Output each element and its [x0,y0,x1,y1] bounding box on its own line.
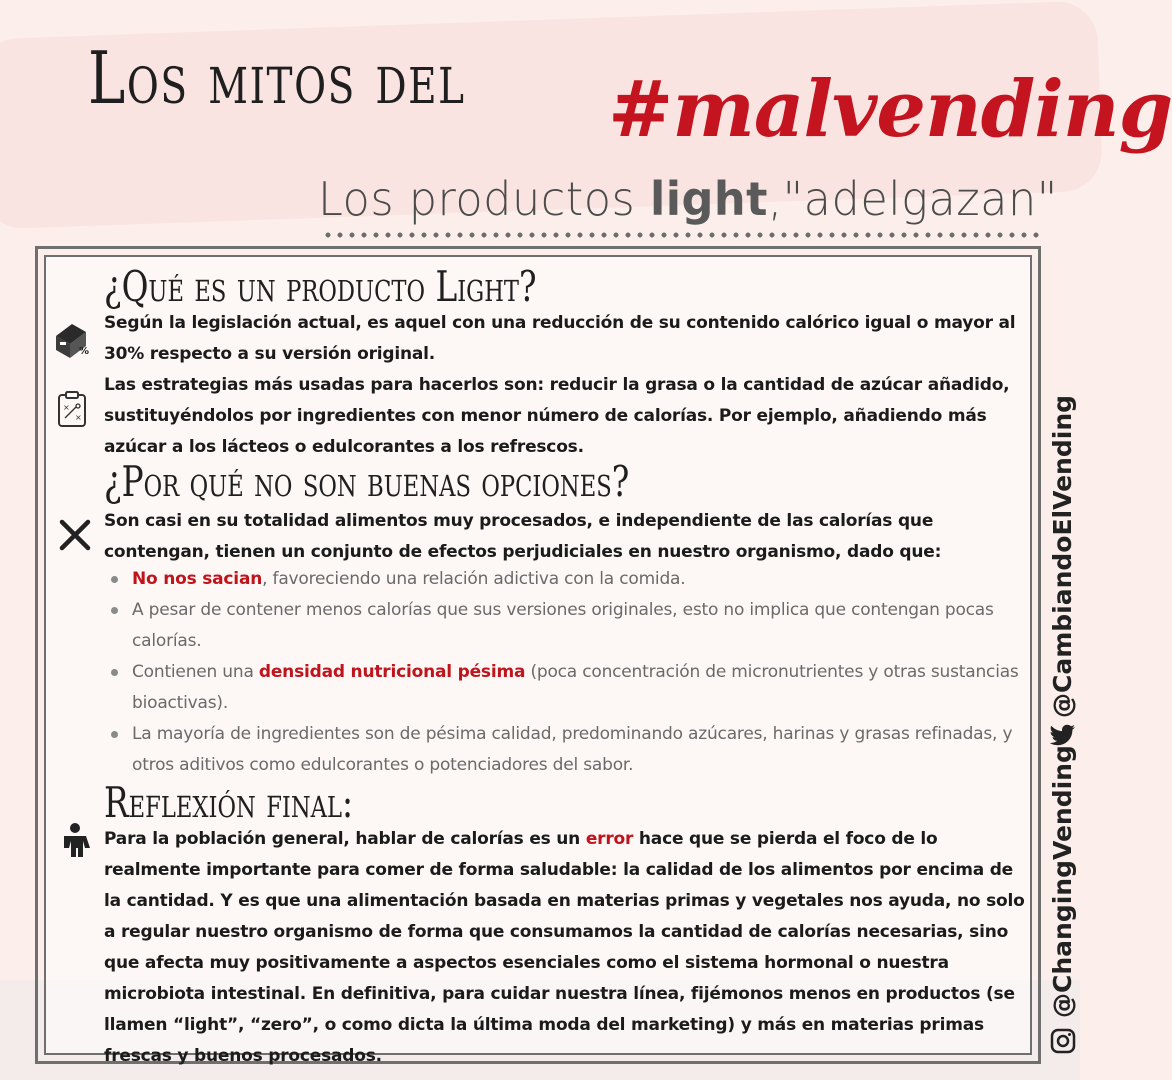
cake-percent-icon [52,318,92,362]
reflexion-text-pre: Para la población general, hablar de calorías es un [104,829,586,849]
title-main: Los mitos del [88,36,466,120]
section-title-que-es: ¿Qué es un producto Light? [104,262,537,311]
instagram-icon [1050,1028,1076,1054]
bullet-highlight-densidad: densidad nutricional pésima [258,662,526,682]
poster-title [88,36,1172,156]
social-handles [1044,394,1080,1060]
reflexion-paragraph [104,824,1029,1072]
subtitle-light-word: light [649,172,769,226]
twitter-handle: @CambiandoElVending [1048,394,1077,718]
bullet-text: A pesar de contener menos calorías que sus versiones originales, esto no implica que contengan pocas calorías. [132,600,994,651]
person-icon [58,822,92,858]
bullet-text: , favoreciendo una relación adictiva con la comida. [262,569,686,589]
bullet-highlight-no-sacian: No nos sacian [132,569,263,589]
por-que-intro: Son casi en su totalidad alimentos muy procesados, e independiente de las calorías que contengan, tienen un conjunto de efectos perjudiciales en nuestro organismo, dado que: [104,511,942,562]
x-mark-icon [58,518,92,552]
bullet-text: La mayoría de ingredientes son de pésima calidad, predominando azúcares, harinas y grasas refinadas, y otros aditivos como edulcorantes o potenciadores del sabor. [132,724,1013,775]
reflexion-text-post: hace que se pierda el foco de lo realmente importante para comer de forma saludable: la calidad de los alimentos por encima de la cantidad. Y es que una alimentación basada en materias primas y vegetales nos ayuda, no solo a regular nuestro organismo de forma que consumamos la cantidad de calorías necesarias, sino que afecta muy positivamente a aspectos esenciales como el sistema hormonal o nuestra microbiota intestinal. En definitiva, para cuidar nuestra línea, fijémonos menos en productos (se llamen “light”, “zero”, o como dicta la última moda del marketing) y más en materias primas frescas y buenos procesados. [104,829,1025,1066]
subtitle-before: Los productos [318,172,650,226]
list-item [104,595,1024,657]
poster-subtitle [318,172,1058,236]
por-que-bullet-list [104,564,1024,781]
subtitle-after: ,"adelgazan" [768,172,1058,226]
title-hashtag: #malvending [608,64,1172,155]
bullet-text: Contienen una [132,662,259,682]
list-item [104,657,1024,719]
svg-text:×: × [75,413,82,422]
bullet-text: (poca concentración de micronutrientes y otras sustancias bioactivas). [132,662,1019,713]
que-es-paragraph-2: Las estrategias más usadas para hacerlos son: reducir la grasa o la cantidad de azúcar añadido, sustituyéndolos por ingredientes con menor número de calorías. Por ejemplo, añadiendo más azúcar a los lácteos o edulcorantes a los refrescos. [104,375,1010,457]
svg-text:×: × [63,403,70,412]
section-title-por-que: ¿Por qué no son buenas opciones? [104,457,630,506]
section-title-reflexion: Reflexión final: [104,778,354,827]
dotted-underline [322,231,1044,239]
list-item [104,719,1024,781]
svg-text:%: % [79,346,90,357]
list-item [104,564,1024,595]
reflexion-highlight-error: error [585,829,634,849]
que-es-paragraph-1: Según la legislación actual, es aquel con una reducción de su contenido calórico igual o mayor al 30% respecto a su versión original. [104,313,1016,364]
clipboard-strategy-icon [56,390,88,428]
instagram-handle: @ChangingVending [1048,745,1077,1018]
